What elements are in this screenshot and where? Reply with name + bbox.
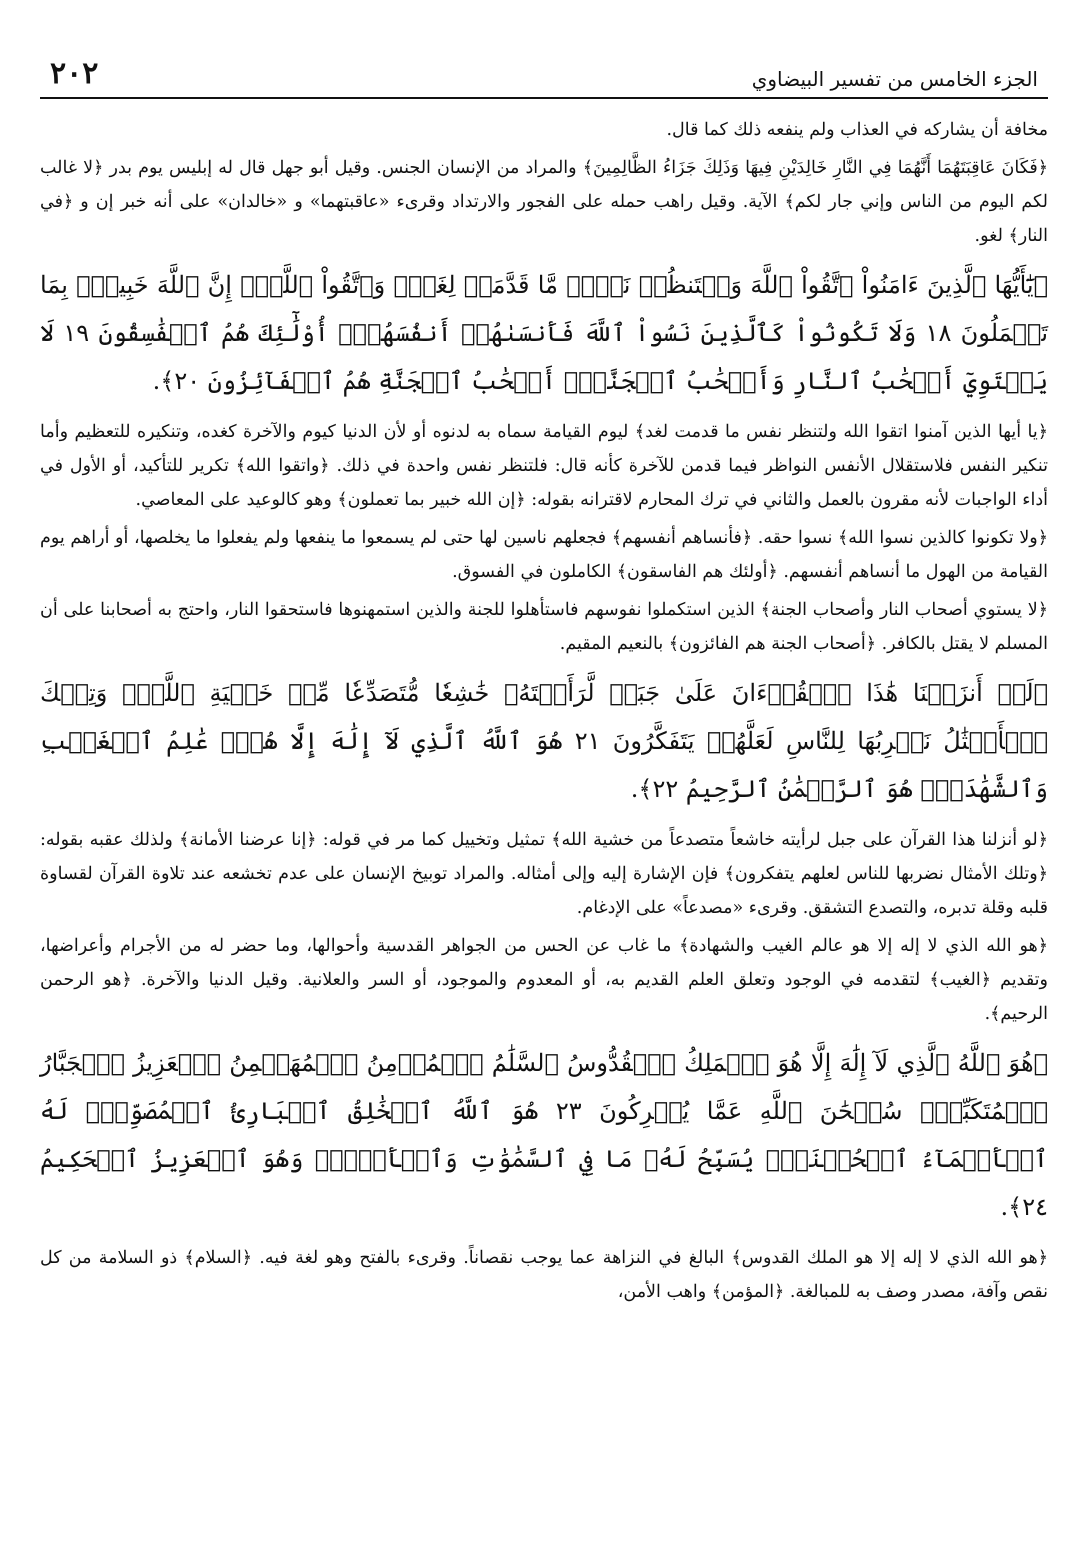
page-number: ٢٠٢ bbox=[50, 56, 99, 91]
commentary-paragraph: ﴿فَكَانَ عَاقِبَتَهُمَا أَنَّهُمَا فِي النَّارِ خَالِدَيْنِ فِيهَا وَذَلِكَ جَزَاءُ الظَّالِمِينَ﴾ والمراد من الإنسان الجنس. وقيل أبو جهل قال له إبليس يوم بدر ﴿لا غالب لكم اليوم من الناس وإني جار لكم﴾ الآية. وقيل راهب حمله على الفجور والارتداد وقرىء «عاقبتهما» و «خالدان» على أنه خبر إن و ﴿في النار﴾ لغو. bbox=[40, 158, 1048, 246]
commentary-paragraph: ﴿لو أنزلنا هذا القرآن على جبل لرأيته خاشعاً متصدعاً من خشية الله﴾ تمثيل وتخييل كما مر في قوله: ﴿إنا عرضنا الأمانة﴾ ولذلك عقبه بقوله: ﴿وتلك الأمثال نضربها للناس لعلهم يتفكرون﴾ فإن الإشارة إليه وإلى أمثاله. والمراد توبيخ الإنسان على عدم تخشعه عند تلاوة القرآن لقساوة قلبه وقلة تدبره، والتصدع التشقق. وقرىء «مصدعاً» على الإدغام. bbox=[40, 830, 1048, 918]
quran-verses-18-20: ﴿يَٰٓأَيُّهَا ٱلَّذِينَ ءَامَنُواْ ٱتَّقُواْ ٱللَّهَ وَلۡتَنظُرۡ نَفۡسٞ مَّا قَدَّمَتۡ لِغَدٖۖ وَٱتَّقُواْ ٱللَّهَۚ إِنَّ ٱللَّهَ خَبِيرُۢ بِمَا تَعۡمَلُونَ ١٨ وَلَا تَكُونُواْ كَٱلَّذِينَ نَسُواْ ٱللَّهَ فَأَنسَىٰهُمۡ أَنفُسَهُمۡۚ أُوْلَٰٓئِكَ هُمُ ٱلۡفَٰسِقُونَ ١٩ لَا يَسۡتَوِيٓ أَصۡحَٰبُ ٱلنَّارِ وَأَصۡحَٰبُ ٱلۡجَنَّةِۚ أَصۡحَٰبُ ٱلۡجَنَّةِ هُمُ ٱلۡفَآئِزُونَ ٢٠﴾. bbox=[40, 271, 1048, 395]
quran-verses-21-22: ﴿لَوۡ أَنزَلۡنَا هَٰذَا ٱلۡقُرۡءَانَ عَلَىٰ جَبَلٖ لَّرَأَيۡتَهُۥ خَٰشِعٗا مُّتَصَدِّعٗا مِّنۡ خَشۡيَةِ ٱللَّهِۚ وَتِلۡكَ ٱلۡأَمۡثَٰلُ نَضۡرِبُهَا لِلنَّاسِ لَعَلَّهُمۡ يَتَفَكَّرُونَ ٢١ هُوَ ٱللَّهُ ٱلَّذِي لَآ إِلَٰهَ إِلَّا هُوَۖ عَٰلِمُ ٱلۡغَيۡبِ وَٱلشَّهَٰدَةِۖ هُوَ ٱلرَّحۡمَٰنُ ٱلرَّحِيمُ ٢٢﴾. bbox=[40, 679, 1048, 803]
commentary-paragraph: ﴿لا يستوي أصحاب النار وأصحاب الجنة﴾ الذين استكملوا نفوسهم فاستأهلوا للجنة والذين استمهنوها فاستحقوا النار، واحتج به أصحابنا على أن المسلم لا يقتل بالكافر. ﴿أصحاب الجنة هم الفائزون﴾ بالنعيم المقيم. bbox=[40, 600, 1048, 654]
page-header bbox=[40, 56, 1048, 99]
quran-verses-23-24: ﴿هُوَ ٱللَّهُ ٱلَّذِي لَآ إِلَٰهَ إِلَّا هُوَ ٱلۡمَلِكُ ٱلۡقُدُّوسُ ٱلسَّلَٰمُ ٱلۡمُؤۡمِنُ ٱلۡمُهَيۡمِنُ ٱلۡعَزِيزُ ٱلۡجَبَّارُ ٱلۡمُتَكَبِّرُۚ سُبۡحَٰنَ ٱللَّهِ عَمَّا يُشۡرِكُونَ ٢٣ هُوَ ٱللَّهُ ٱلۡخَٰلِقُ ٱلۡبَارِئُ ٱلۡمُصَوِّرُۖ لَهُ ٱلۡأَسۡمَآءُ ٱلۡحُسۡنَىٰۚ يُسَبِّحُ لَهُۥ مَا فِي ٱلسَّمَٰوَٰتِ وَٱلۡأَرۡضِۖ وَهُوَ ٱلۡعَزِيزُ ٱلۡحَكِيمُ ٢٤﴾. bbox=[40, 1049, 1048, 1221]
running-title: الجزء الخامس من تفسير البيضاوي bbox=[751, 67, 1038, 91]
commentary-paragraph: ﴿يا أيها الذين آمنوا اتقوا الله ولتنظر نفس ما قدمت لغد﴾ ليوم القيامة سماه به لدنوه أو لأن الدنيا كيوم والآخرة كغده، وتنكيره للتعظيم وأما تنكير النفس فلاستقلال الأنفس النواظر فيما قدمن للآخرة كأنه قال: فلتنظر نفس واحدة في ذلك. ﴿واتقوا الله﴾ تكرير للتأكيد، أو الأول في أداء الواجبات لأنه مقرون بالعمل والثاني في ترك المحارم لاقترانه بقوله: ﴿إن الله خبير بما تعملون﴾ وهو كالوعيد على المعاصي. bbox=[40, 422, 1048, 510]
commentary-paragraph: ﴿هو الله الذي لا إله إلا هو عالم الغيب والشهادة﴾ ما غاب عن الحس من الجواهر القدسية وأحوالها، وما حضر له من الأجرام وأعراضها، وتقديم ﴿الغيب﴾ لتقدمه في الوجود وتعلق العلم القديم به، أو المعدوم والموجود، أو السر والعلانية. وقيل الدنيا والآخرة. ﴿هو الرحمن الرحيم﴾. bbox=[40, 936, 1048, 1024]
body-text bbox=[40, 113, 1048, 1309]
commentary-paragraph: ﴿هو الله الذي لا إله إلا هو الملك القدوس﴾ البالغ في النزاهة عما يوجب نقصاناً. وقرىء بالفتح وهو لغة فيه. ﴿السلام﴾ ذو السلامة من كل نقص وآفة، مصدر وصف به للمبالغة. ﴿المؤمن﴾ واهب الأمن، bbox=[40, 1248, 1048, 1302]
commentary-paragraph: مخافة أن يشاركه في العذاب ولم ينفعه ذلك كما قال. bbox=[666, 120, 1048, 140]
commentary-paragraph: ﴿ولا تكونوا كالذين نسوا الله﴾ نسوا حقه. ﴿فأنساهم أنفسهم﴾ فجعلهم ناسين لها حتى لم يسمعوا ما ينفعها ولم يفعلوا ما يخلصها، أو أراهم يوم القيامة من الهول ما أنساهم أنفسهم. ﴿أولئك هم الفاسقون﴾ الكاملون في الفسوق. bbox=[40, 528, 1048, 582]
